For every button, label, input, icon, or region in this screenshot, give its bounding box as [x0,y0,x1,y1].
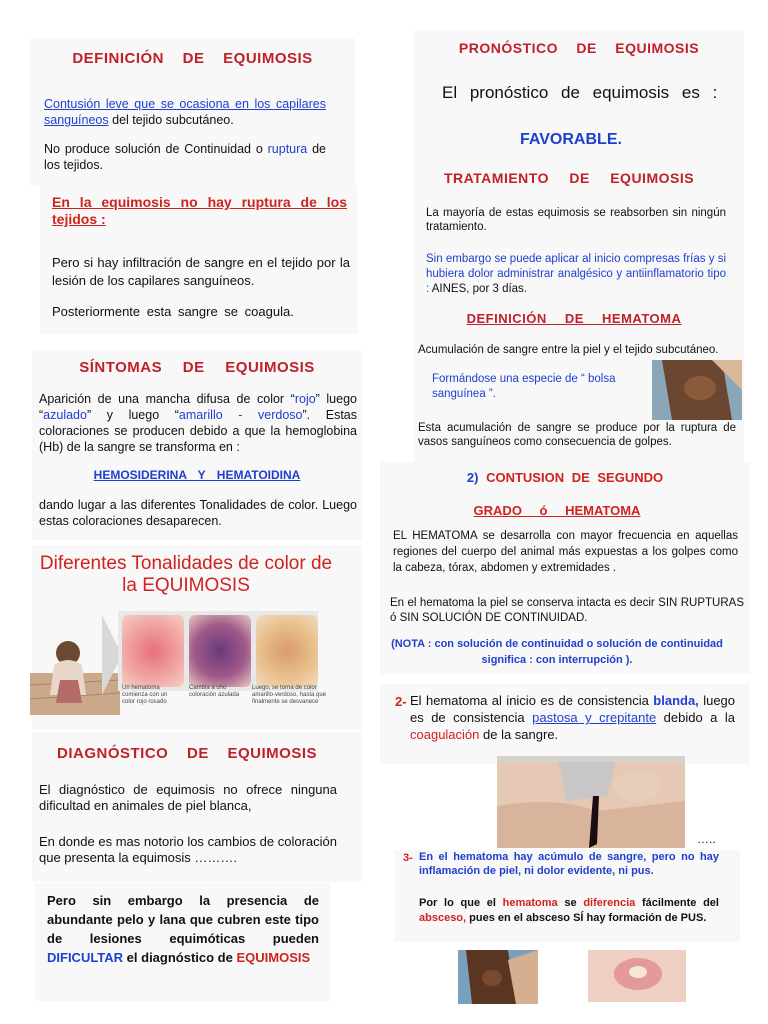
consistencia-panel [380,684,750,764]
consistencia-sangre: de la sangre. [479,727,559,742]
tratamiento-text-2 [426,252,726,297]
diagnostico-pelo: Pero sin embargo la presencia de abundante pelo y lana que cubren este tipo de lesiones equimóticas pueden [47,893,319,946]
contusion-title-2: GRADO ó HEMATOMA [473,503,641,518]
ruptura-panel [40,186,358,334]
definicion-ruptura: ruptura [267,142,308,156]
punto-3-pus: pues en el absceso SÍ hay formación de PUS. [466,912,707,924]
ruptura-coagula: Posteriormente esta sangre se coagula. [52,304,294,319]
punto-3-absceso: absceso, [419,912,467,924]
consistencia-inicio: El hematoma al inicio es de consistencia [410,693,654,708]
caption-yellow: Luego, se torna de color amarillo-verdoso, hasta que finalmente se desvanece [252,685,327,705]
sintomas-rojo: rojo [294,392,316,406]
contusion-text-1: EL HEMATOMA se desarrolla con mayor frecuencia en aquellas regiones del cuerpo del animal más expuestas a los golpes como la cabeza, tórax, abdomen y extremidades . [393,530,738,574]
diagnostico-panel [32,732,362,882]
diagnostico-title: DIAGNÓSTICO DE EQUIMOSIS [56,745,318,762]
sintomas-panel [32,350,362,540]
swatch-yellow [256,615,318,687]
tratamiento-aines: AINES, por 3 días. [429,283,528,295]
diagnostico-dificultar: DIFICULTAR [47,950,124,965]
caption-red: Un hematoma comienza con un color rojo rosado [122,685,168,705]
diagnostico-text-1: El diagnóstico de equimosis no ofrece ninguna dificultad en animales de piel blanca, [39,782,337,813]
ruptura-title: En la equimosis no hay ruptura de los tejidos : [52,194,347,227]
diagnostico-de: el diagnóstico de [123,950,237,965]
diagnostico-pelo-panel [35,883,330,1001]
definicion-contusion: Contusión leve que se ocasiona en los capilares sanguíneos [44,97,326,127]
punto-3-hematoma: hematoma [502,897,558,909]
contusion-nota: (NOTA : con solución de continuidad o solución de continuidad significa : con interrupción ). [391,638,723,666]
tratamiento-text-1: La mayoría de estas equimosis se reabsorben sin ningún tratamiento. [426,207,726,233]
diagnostico-text-2: En donde es mas notorio los cambios de coloración que presenta la equimosis ………. [39,834,337,865]
contusion-title [380,470,750,485]
swatch-red [122,615,184,687]
sintomas-tonalidades: dando lugar a las diferentes Tonalidades de color. Luego estas coloraciones desaparecen. [39,498,357,528]
hematoma-panel [414,302,744,462]
punto-3-diferencia-word: diferencia [583,897,636,909]
consistencia-debido: debido a la [656,710,735,725]
definicion-continuidad: No produce solución de Continuidad o [44,142,268,156]
consistencia-text [410,692,735,743]
sintomas-hemosiderina: HEMOSIDERINA Y HEMATOIDINA [93,468,301,482]
horse-leg-photo [652,360,742,420]
sintomas-azulado: azulado [43,408,87,422]
caption-purple: Cambia a uno coloración azulada [189,685,240,698]
sintomas-text [39,391,357,455]
pronostico-title: PRONÓSTICO DE EQUIMOSIS [458,40,700,56]
pronostico-panel [414,30,744,162]
horse-photo [458,950,538,1004]
contusion-title-text: CONTUSION DE SEGUNDO [486,470,664,485]
definicion-tejidos: de los tejidos. [44,142,326,172]
definicion-equimosis-text [44,96,326,128]
tonalidades-panel [32,545,362,730]
consistencia-pastosa: pastosa y crepitante [532,710,657,725]
contusion-text-2: En el hematoma la piel se conserva intacta es decir SIN RUPTURAS ó SIN SOLUCIÓN DE CONTINUIDAD. [390,597,744,624]
definicion-subcutaneo: del tejido subcutáneo. [108,113,234,127]
punto-3-facilmente: fácilmente del [635,897,719,909]
punto-3-por-lo-que: Por lo que el [419,897,503,909]
hematoma-text-2: Esta acumulación de sangre se produce por la ruptura de vasos sanguíneos como consecuencia de golpes. [418,422,736,448]
consistencia-number: 2- [395,694,407,709]
pronostico-favorable: FAVORABLE. [520,131,622,148]
tratamiento-title: TRATAMIENTO DE EQUIMOSIS [443,170,695,186]
punto-3-panel [395,850,740,942]
tratamiento-compresas: Sin embargo se puede aplicar al inicio compresas frías y si hubiera dolor administrar analgésico y antiinflamatorio tipo : [426,253,726,295]
consistencia-blanda: blanda, [653,693,699,708]
punto-3-diferencia [419,896,719,926]
pronostico-text: El pronóstico de equimosis es : [442,83,718,102]
sintomas-coloraciones: ”. Estas coloraciones se producen debido a que la hemoglobina (Hb) de la sangre se transforma en : [39,408,358,454]
definicion-equimosis-title: DEFINICIÓN DE EQUIMOSIS [72,50,313,67]
contusion-panel [380,462,750,674]
diagnostico-equimosis: EQUIMOSIS [236,950,311,965]
abscess-photo [588,950,686,1002]
tratamiento-panel [414,162,744,302]
hematoma-drainage-photo [497,756,685,848]
hematoma-title: DEFINICIÓN DE HEMATOMA [466,311,682,326]
consistencia-coagulacion: coagulación [410,727,480,742]
contusion-number: 2) [466,470,479,485]
dots-text: ….. [697,832,716,846]
hematoma-text-1: Acumulación de sangre entre la piel y el tejido subcutáneo. [418,344,719,356]
sintomas-title: SÍNTOMAS DE EQUIMOSIS [79,359,315,376]
definicion-equimosis-panel [30,38,355,186]
tonalidades-title: Diferentes Tonalidades de color de la EQUIMOSIS [39,553,333,596]
sintomas-amarillo: amarillo - verdoso [178,408,303,422]
ruptura-text: Pero si hay infiltración de sangre en el tejido por la lesión de los capilares sanguíneos. [52,255,350,288]
diagnostico-pelo-text [47,891,319,967]
punto-3-number: 3- [403,852,413,864]
consistencia-luego: luego es de consistencia [410,693,736,725]
definicion-continuidad-text [44,141,326,173]
punto-3-text: En el hematoma hay acúmulo de sangre, pero no hay inflamación de piel, ni dolor evidente, ni pus. [419,851,719,877]
swatch-purple [189,615,251,687]
hematoma-bolsa: Formándose una especie de “ bolsa sanguínea ”. [432,373,616,400]
punto-3-se: se [557,897,584,909]
sintomas-luego: ” luego “ [39,392,357,422]
sintomas-y-luego: ” y luego “ [86,408,179,422]
sintomas-aparicion: Aparición de una mancha difusa de color “ [39,392,295,406]
